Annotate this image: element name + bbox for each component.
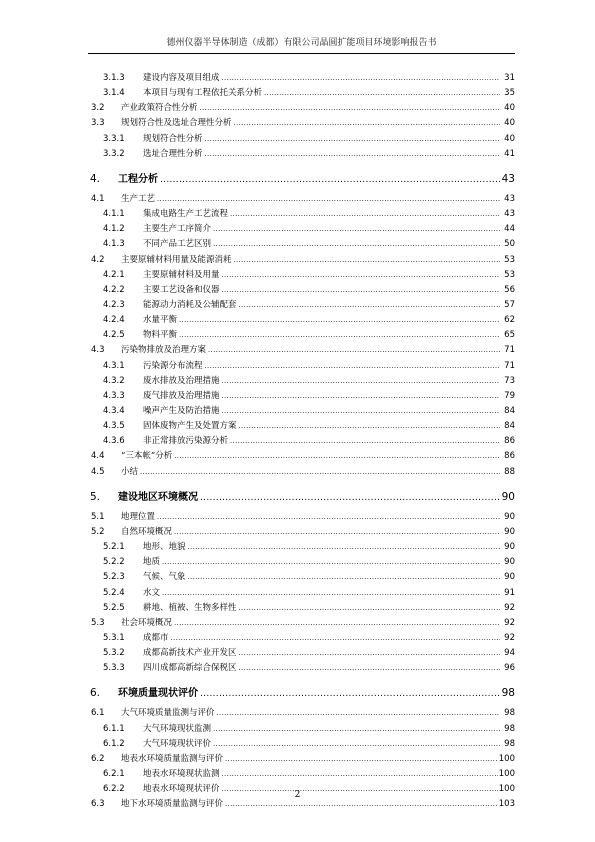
dot-leader (162, 587, 500, 600)
toc-entry[interactable] (0, 390, 595, 403)
running-header: 德州仪器半导体制造（成都）有限公司晶圆扩能项目环境影响报告书 (166, 38, 437, 48)
toc-entry-body (121, 511, 515, 524)
dot-leader (222, 72, 500, 85)
dot-leader (200, 490, 500, 506)
toc-entry[interactable] (0, 707, 595, 720)
dot-leader (264, 87, 500, 100)
dot-leader (222, 768, 498, 781)
toc-entry-body (143, 662, 515, 675)
toc-entry[interactable] (0, 450, 595, 463)
dot-leader (200, 686, 500, 702)
toc-entry-body (143, 738, 515, 751)
toc-entry[interactable] (0, 435, 595, 448)
toc-entry-title: 产业政策符合性分析 (121, 103, 198, 114)
toc-entry-body (143, 632, 515, 645)
toc-entry[interactable] (0, 299, 595, 312)
toc-entry-page: 84 (504, 421, 515, 432)
dot-leader (213, 223, 500, 236)
dot-leader (225, 753, 498, 766)
toc-entry-page: 40 (504, 133, 515, 144)
toc-entry-number: 4.3 (91, 345, 105, 356)
toc-entry-number: 5.2.1 (103, 542, 125, 553)
dot-leader (174, 526, 500, 539)
toc-entry-number: 4.2.1 (103, 269, 125, 280)
toc-entry-body (143, 72, 515, 85)
toc-entry-body (143, 587, 515, 600)
toc-entry[interactable] (0, 208, 595, 221)
toc-entry-title: 建设地区环境概况 (118, 491, 198, 503)
toc-entry-title: 成都高新技术产业开发区 (143, 648, 237, 659)
dot-leader (222, 390, 500, 403)
toc-entry-page: 57 (504, 299, 515, 310)
toc-entry-page: 71 (504, 360, 515, 371)
toc-entry-body (143, 314, 515, 327)
toc-entry-title: 能源动力消耗及公辅配套 (143, 299, 237, 310)
toc-entry-title: 地表水环境质量监测与评价 (121, 753, 224, 764)
toc-entry[interactable] (0, 148, 595, 161)
toc-entry[interactable] (0, 768, 595, 781)
page-number: 2 (294, 790, 301, 800)
toc-entry-page: 44 (504, 224, 515, 235)
dot-leader (205, 360, 500, 373)
dot-leader (188, 571, 500, 584)
dot-leader (157, 511, 500, 524)
toc-entry-title: 物料平衡 (143, 330, 178, 341)
toc-entry-title: 地表水环境现状监测 (143, 769, 220, 779)
toc-entry-number: 6.1.1 (103, 723, 125, 734)
dot-leader (179, 314, 500, 327)
toc-entry[interactable] (0, 647, 595, 660)
toc-entry-body (143, 390, 515, 403)
toc-entry-page: 90 (504, 526, 515, 537)
dot-leader (239, 420, 500, 433)
toc-entry-number: 4.3.1 (103, 360, 125, 371)
toc-entry-body (121, 466, 515, 479)
toc-entry-title: 耕地、植被、生物多样性 (143, 602, 237, 613)
toc-entry-body (121, 254, 515, 267)
toc-entry-number: 4.1.1 (103, 209, 125, 220)
toc-entry-number: 4.3.4 (103, 406, 125, 416)
toc-entry[interactable] (0, 511, 595, 524)
toc-entry[interactable] (0, 171, 595, 187)
toc-entry-number: 5.1 (91, 511, 105, 522)
dot-leader (217, 707, 500, 720)
toc-entry-page: 100 (498, 753, 515, 764)
toc-entry-title: “三本帐”分析 (121, 451, 173, 462)
toc-entry-title: 气候、气象 (143, 572, 186, 583)
toc-entry-page: 84 (504, 406, 515, 416)
toc-entry-body (143, 375, 515, 388)
toc-entry-title: 集成电路生产工艺流程 (143, 209, 229, 220)
toc-entry[interactable] (0, 526, 595, 539)
toc-entry-page: 98 (504, 708, 515, 719)
toc-entry-body (143, 284, 515, 297)
toc-entry-page: 50 (504, 239, 515, 250)
toc-entry-number: 4. (90, 172, 101, 185)
toc-entry-page: 94 (504, 648, 515, 659)
toc-entry[interactable] (0, 541, 595, 554)
toc-entry-number: 6.2.1 (103, 769, 125, 779)
dot-leader (200, 102, 500, 115)
toc-entry-body (143, 647, 515, 660)
toc-entry-page: 86 (504, 451, 515, 462)
toc-entry-number: 4.3.5 (103, 421, 125, 432)
dot-leader (239, 662, 500, 675)
toc-entry-number: 4.2 (91, 254, 105, 265)
toc-entry-page: 71 (504, 345, 515, 356)
toc-entry-number: 4.4 (91, 451, 105, 462)
toc-entry[interactable] (0, 238, 595, 251)
toc-entry-title: 社会环境概况 (121, 617, 173, 628)
toc-entry[interactable] (0, 617, 595, 630)
dot-leader (239, 299, 500, 312)
dot-leader (174, 617, 500, 630)
toc-entry-body (143, 405, 515, 418)
toc-entry-body (143, 768, 515, 781)
toc-entry-number: 4.3.2 (103, 375, 125, 386)
toc-entry-page: 92 (504, 632, 515, 643)
toc-entry-number: 4.2.3 (103, 299, 125, 310)
toc-entry-body (121, 193, 515, 206)
toc-entry-body (143, 148, 515, 161)
toc-entry[interactable] (0, 738, 595, 751)
toc-entry-title: 地形、地貌 (143, 542, 186, 553)
dot-leader (179, 329, 500, 342)
toc-entry-page: 98 (501, 687, 515, 700)
toc-entry-body (143, 223, 515, 236)
toc-entry-page: 43 (501, 172, 515, 185)
toc-entry-page: 90 (504, 557, 515, 568)
toc-entry-number: 3.3.1 (103, 133, 125, 144)
toc-entry-page: 56 (504, 284, 515, 295)
dot-leader (234, 117, 500, 130)
toc-entry[interactable] (0, 102, 595, 115)
toc-entry-page: 43 (504, 209, 515, 220)
toc-entry-title: 污染源分布流程 (143, 360, 203, 371)
toc-entry-number: 6.1.2 (103, 738, 125, 749)
toc-entry-number: 6. (90, 687, 101, 700)
toc-entry-title: 废水排放及治理措施 (143, 375, 220, 386)
toc-entry-title: 水量平衡 (143, 315, 178, 326)
toc-entry-number: 4.3.6 (103, 436, 125, 447)
toc-entry-number: 4.2.5 (103, 330, 125, 341)
toc-entry-number: 6.2 (91, 753, 105, 764)
toc-entry-number: 6.2.2 (103, 784, 125, 795)
toc-entry[interactable] (0, 685, 595, 701)
toc-entry-body (121, 753, 515, 766)
toc-entry-title: 污染物排放及治理方案 (121, 345, 207, 356)
toc-entry-title: 大气环境质量监测与评价 (121, 708, 215, 719)
toc-entry-number: 3.2 (91, 103, 105, 114)
toc-entry[interactable] (0, 329, 595, 342)
toc-entry-body (143, 571, 515, 584)
toc-entry-body (143, 602, 515, 615)
toc-entry-title: 四川成都高新综合保税区 (143, 663, 237, 674)
toc-entry-body (143, 238, 515, 251)
dot-leader (213, 238, 500, 251)
toc-entry-page: 31 (504, 73, 515, 83)
toc-entry-page: 96 (504, 663, 515, 674)
toc-entry-title: 地理位置 (121, 511, 156, 522)
toc-entry-title: 地表水环境现状评价 (143, 784, 220, 795)
toc-entry-body (121, 617, 515, 630)
dot-leader (239, 602, 500, 615)
toc-entry-number: 5. (90, 490, 101, 503)
toc-entry-title: 主要生产工序简介 (143, 224, 212, 235)
toc-entry-title: 自然环境概况 (121, 526, 173, 537)
dot-leader (222, 269, 500, 282)
dot-leader (213, 738, 500, 751)
toc-entry-number: 6.1 (91, 708, 105, 719)
toc-entry-page: 98 (504, 723, 515, 734)
toc-entry-page: 53 (504, 269, 515, 280)
dot-leader (188, 541, 500, 554)
toc-entry[interactable] (0, 662, 595, 675)
toc-entry-number: 6.3 (91, 799, 105, 810)
toc-entry[interactable] (0, 466, 595, 479)
dot-leader (213, 723, 500, 736)
toc-entry-title: 非正常排放污染源分析 (143, 436, 229, 447)
toc-entry-number: 3.3.2 (103, 148, 125, 159)
toc-entry[interactable] (0, 405, 595, 418)
toc-entry-title: 不同产品工艺区别 (143, 239, 212, 250)
toc-entry[interactable] (0, 798, 595, 811)
toc-entry-body (143, 420, 515, 433)
toc-entry-title: 大气环境现状评价 (143, 738, 212, 749)
dot-leader (157, 193, 500, 206)
toc-entry-page: 90 (504, 572, 515, 583)
toc-entry-number: 3.3 (91, 118, 105, 129)
toc-entry-page: 41 (504, 148, 515, 159)
dot-leader (234, 254, 500, 267)
toc-entry-body (118, 489, 515, 506)
toc-entry-body (143, 299, 515, 312)
toc-entry-number: 5.2.3 (103, 572, 125, 583)
toc-entry-body (121, 344, 515, 357)
toc-entry[interactable] (0, 489, 595, 505)
toc-entry[interactable] (0, 193, 595, 206)
toc-entry-page: 98 (504, 738, 515, 749)
toc-entry-title: 噪声产生及防治措施 (143, 406, 220, 416)
dot-leader (162, 556, 500, 569)
toc-entry-page: 40 (504, 103, 515, 114)
dot-leader (205, 133, 500, 146)
toc-entry[interactable] (0, 72, 595, 85)
dot-leader (225, 798, 498, 811)
toc-entry-title: 本项目与现有工程依托关系分析 (143, 88, 263, 99)
toc-entry-page: 100 (498, 769, 515, 779)
toc-entry-title: 主要工艺设备和仪器 (143, 284, 220, 295)
toc-entry-page: 73 (504, 375, 515, 386)
toc-entry-number: 4.2.2 (103, 284, 125, 295)
toc-entry-body (143, 723, 515, 736)
toc-entry-title: 生产工艺 (121, 193, 156, 204)
toc-entry-number: 4.3.3 (103, 390, 125, 401)
toc-entry-title: 主要原辅材料用量及能源消耗 (121, 254, 232, 265)
toc-entry-body (121, 117, 515, 130)
dot-leader (140, 466, 500, 479)
toc-entry-title: 环境质量现状评价 (118, 688, 198, 700)
toc-entry-number: 4.1.2 (103, 224, 125, 235)
dot-leader (222, 405, 500, 418)
toc-entry-title: 水文 (143, 587, 161, 598)
toc-entry-page: 65 (504, 330, 515, 341)
toc-entry[interactable] (0, 723, 595, 736)
toc-entry-title: 成都市 (143, 632, 169, 643)
dot-leader (160, 172, 500, 188)
toc-entry-body (121, 450, 515, 463)
toc-entry-body (121, 707, 515, 720)
toc-entry-number: 5.2 (91, 526, 105, 537)
dot-leader (230, 435, 500, 448)
dot-leader (174, 450, 500, 463)
toc-entry-body (143, 435, 515, 448)
dot-leader (171, 632, 500, 645)
toc-entry-page: 92 (504, 602, 515, 613)
toc-entry[interactable] (0, 602, 595, 615)
dot-leader (208, 344, 500, 357)
toc-entry[interactable] (0, 117, 595, 130)
toc-entry-title: 主要原辅材料及用量 (143, 269, 220, 280)
dot-leader (230, 208, 500, 221)
toc-entry-body (143, 329, 515, 342)
toc-entry[interactable] (0, 587, 595, 600)
toc-entry-page: 86 (504, 436, 515, 447)
toc-entry-title: 地质 (143, 557, 161, 568)
toc-entry-page: 35 (504, 88, 515, 99)
toc-entry-body (143, 87, 515, 100)
toc-entry-number: 5.2.5 (103, 602, 125, 613)
toc-entry-page: 90 (504, 511, 515, 522)
toc-entry-number: 4.2.4 (103, 315, 125, 326)
toc-entry-page: 100 (498, 784, 515, 795)
toc-entry-page: 62 (504, 315, 515, 326)
toc-entry-number: 4.1 (91, 193, 105, 204)
toc-entry-body (118, 685, 515, 702)
toc-entry-number: 3.1.4 (103, 88, 125, 99)
dot-leader (222, 284, 500, 297)
toc-entry-number: 3.1.3 (103, 73, 125, 83)
dot-leader (222, 375, 500, 388)
toc-entry[interactable] (0, 133, 595, 146)
toc-entry[interactable] (0, 753, 595, 766)
toc-entry[interactable] (0, 375, 595, 388)
toc-entry[interactable] (0, 284, 595, 297)
toc-entry[interactable] (0, 223, 595, 236)
toc-entry-number: 4.1.3 (103, 239, 125, 250)
toc-entry-body (143, 269, 515, 282)
toc-entry-number: 5.2.4 (103, 587, 125, 598)
toc-entry[interactable] (0, 360, 595, 373)
toc-entry-body (143, 208, 515, 221)
toc-entry-page: 53 (504, 254, 515, 265)
toc-entry-number: 5.2.2 (103, 557, 125, 568)
toc-entry-page: 103 (498, 799, 515, 810)
toc-entry-body (143, 360, 515, 373)
dot-leader (205, 148, 500, 161)
toc-entry-number: 5.3.2 (103, 648, 125, 659)
toc-entry[interactable] (0, 556, 595, 569)
toc-entry[interactable] (0, 269, 595, 282)
toc-entry[interactable] (0, 254, 595, 267)
toc-entry-number: 5.3 (91, 617, 105, 628)
toc-entry-page: 90 (504, 542, 515, 553)
toc-entry-number: 5.3.3 (103, 663, 125, 674)
toc-entry-page: 40 (504, 118, 515, 129)
toc-entry[interactable] (0, 420, 595, 433)
toc-entry-title: 废气排放及治理措施 (143, 390, 220, 401)
toc-entry-title: 地下水环境质量监测与评价 (121, 799, 224, 810)
toc-entry-title: 大气环境现状监测 (143, 723, 212, 734)
dot-leader (239, 647, 500, 660)
toc-entry-page: 88 (504, 466, 515, 477)
toc-entry-body (121, 798, 515, 811)
toc-entry-body (121, 526, 515, 539)
toc-entry[interactable] (0, 87, 595, 100)
toc-entry-page: 90 (501, 490, 515, 503)
toc-entry-title: 规划符合性分析 (143, 133, 203, 144)
toc-entry-title: 规划符合性及选址合理性分析 (121, 118, 232, 129)
toc-entry[interactable] (0, 344, 595, 357)
toc-entry-page: 43 (504, 193, 515, 204)
toc-entry-number: 4.5 (91, 466, 105, 477)
header-rule (88, 53, 515, 54)
toc-entry[interactable] (0, 314, 595, 327)
toc-entry-title: 小结 (121, 466, 139, 477)
toc-entry-body (143, 541, 515, 554)
toc-entry-title: 建设内容及项目组成 (143, 73, 220, 83)
toc-entry-body (121, 102, 515, 115)
toc-entry-number: 5.3.1 (103, 632, 125, 643)
toc-entry-title: 固体废物产生及处置方案 (143, 421, 237, 432)
toc-entry[interactable] (0, 571, 595, 584)
toc-entry[interactable] (0, 632, 595, 645)
toc-entry-page: 79 (504, 390, 515, 401)
toc-entry-title: 工程分析 (118, 173, 158, 185)
toc-entry-page: 92 (504, 617, 515, 628)
toc-entry-body (118, 171, 515, 188)
toc-entry-body (143, 556, 515, 569)
toc-entry-body (143, 133, 515, 146)
toc-entry-title: 选址合理性分析 (143, 148, 203, 159)
toc-entry-page: 91 (504, 587, 515, 598)
